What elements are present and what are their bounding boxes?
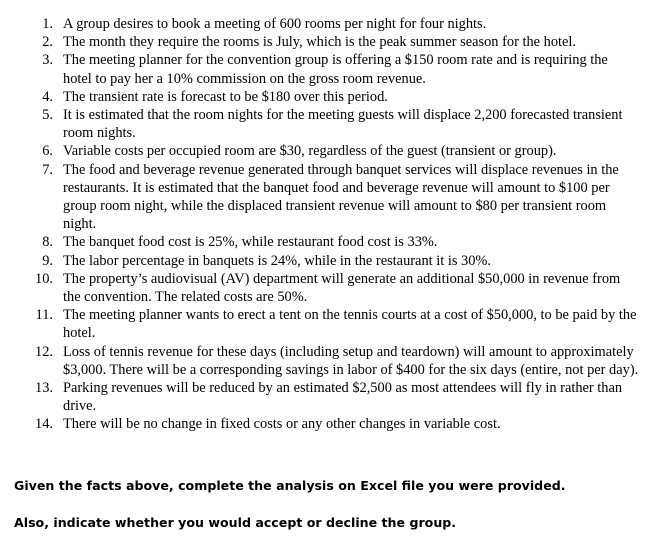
fact-number: 9. bbox=[42, 252, 53, 269]
fact-text: It is estimated that the room nights for the meeting guests will displace 2,200 forecasted transient room nights. bbox=[63, 107, 623, 142]
fact-text: Parking revenues will be reduced by an estimated $2,500 as most attendees will fly in rather than drive. bbox=[63, 380, 623, 415]
fact-number: 4. bbox=[42, 88, 53, 105]
fact-item bbox=[0, 106, 659, 142]
fact-item bbox=[0, 88, 659, 106]
fact-number: 2. bbox=[42, 34, 53, 51]
fact-item bbox=[0, 161, 659, 234]
fact-text: The month they require the rooms is July, which is the peak summer season for the hotel. bbox=[63, 34, 577, 51]
fact-item bbox=[0, 142, 659, 160]
facts-list bbox=[0, 15, 659, 434]
fact-item bbox=[0, 252, 659, 270]
fact-item bbox=[0, 415, 659, 433]
fact-item bbox=[0, 306, 659, 342]
fact-number: 13. bbox=[35, 380, 53, 397]
fact-text: Variable costs per occupied room are $30, regardless of the guest (transient or group). bbox=[63, 143, 557, 160]
fact-number: 12. bbox=[35, 343, 53, 360]
fact-text: A group desires to book a meeting of 600 rooms per night for four nights. bbox=[63, 16, 487, 32]
fact-text: Loss of tennis revenue for these days (including setup and teardown) will amount to approximately $3,000. There will be a corresponding savings in labor of $400 for the six days (entire, not per day). bbox=[63, 343, 639, 378]
fact-number: 8. bbox=[42, 234, 53, 251]
fact-item bbox=[0, 15, 659, 33]
fact-number: 5. bbox=[42, 107, 53, 124]
fact-item bbox=[0, 379, 659, 415]
fact-number: 14. bbox=[35, 416, 53, 433]
fact-item bbox=[0, 270, 659, 306]
fact-item bbox=[0, 233, 659, 251]
fact-text: There will be no change in fixed costs or any other changes in variable cost. bbox=[63, 416, 501, 433]
fact-item bbox=[0, 343, 659, 379]
fact-number: 3. bbox=[42, 52, 53, 69]
fact-text: The property’s audiovisual (AV) department will generate an additional $50,000 in revenue from the convention. The related costs are 50%. bbox=[63, 270, 621, 306]
fact-text: The food and beverage revenue generated through banquet services will displace revenues in the restaurants. It is estimated that the banquet food and beverage revenue will amount to $100 per group room night, while the displaced transient revenue will amount to $80 per transient room night. bbox=[63, 161, 619, 233]
fact-text: The labor percentage in banquets is 24%, while in the restaurant it is 30%. bbox=[63, 252, 491, 269]
instruction-complete-analysis: Given the facts above, complete the analysis on Excel file you were provided. bbox=[14, 478, 566, 493]
fact-number: 10. bbox=[35, 270, 53, 287]
fact-text: The transient rate is forecast to be $180 over this period. bbox=[63, 88, 388, 105]
instruction-accept-decline: Also, indicate whether you would accept or decline the group. bbox=[14, 515, 457, 530]
fact-number: 1. bbox=[42, 16, 53, 32]
fact-number: 6. bbox=[42, 143, 53, 160]
fact-number: 11. bbox=[35, 307, 53, 324]
fact-text: The banquet food cost is 25%, while restaurant food cost is 33%. bbox=[63, 234, 438, 251]
fact-item bbox=[0, 51, 659, 87]
fact-item bbox=[0, 33, 659, 51]
fact-number: 7. bbox=[42, 161, 53, 178]
fact-text: The meeting planner wants to erect a tent on the tennis courts at a cost of $50,000, to be paid by the hotel. bbox=[63, 307, 637, 342]
fact-text: The meeting planner for the convention group is offering a $150 room rate and is requiring the hotel to pay her a 10% commission on the gross room revenue. bbox=[63, 52, 608, 87]
